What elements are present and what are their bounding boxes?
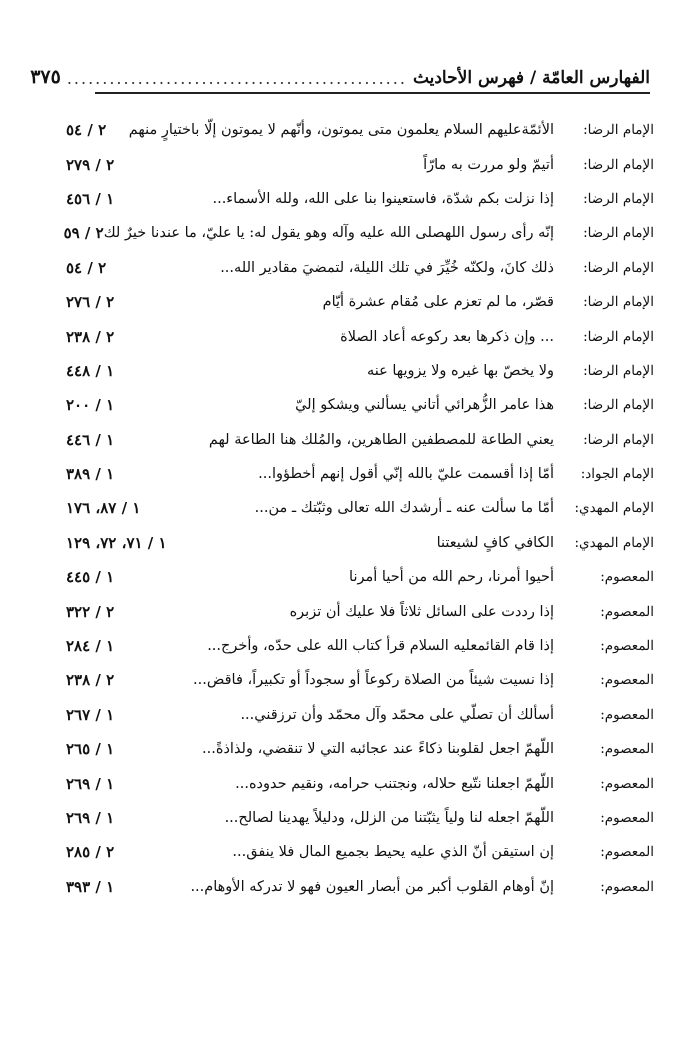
entry-reference: ٢ / ٥٤ [66, 121, 107, 140]
entry-reference: ١ / ٣٨٩ [66, 465, 115, 484]
index-entry [62, 629, 654, 663]
entry-hadith-text: أحيوا أمرنا، رحم الله من أحيا أمرنا [349, 569, 554, 586]
entry-narrator: الإمام الرضا: [583, 362, 654, 379]
entry-hadith-text: إذا قام القائمعليه السلام قرأ كتاب الله على حدّه، وأخرج... [207, 638, 554, 655]
index-entry [62, 251, 654, 285]
index-entry [62, 182, 654, 216]
entry-reference: ٢ / ٢٧٦ [66, 293, 115, 312]
index-entry [62, 835, 654, 869]
entry-narrator: الإمام الرضا: [583, 259, 654, 276]
entry-hadith-text: ... وإن ذكرها بعد ركوعه أعاد الصلاة [340, 328, 554, 345]
index-entry [62, 285, 654, 319]
index-entry [62, 491, 654, 525]
entry-hadith-text: أمّا إذا أقسمت عليّ بالله إنّي أقول إنهم أخطؤوا... [258, 466, 554, 483]
index-entry [62, 319, 654, 353]
entry-narrator: الإمام الرضا: [583, 431, 654, 448]
entry-hadith-text: ذلك كانَ، ولكنّه خُيِّرَ في تلك الليلة، لتمضيَ مقادير الله... [220, 259, 554, 276]
index-entry [62, 354, 654, 388]
entry-hadith-text: إذا رددت على السائل ثلاثاً فلا عليك أن تزبره [289, 603, 554, 620]
index-entry [62, 147, 654, 181]
entry-narrator: الإمام الرضا: [583, 122, 654, 139]
entry-hadith-text: اللّهمّ اجعلنا نتّبع حلاله، ونجتنب حرامه، ونقيم حدوده... [235, 775, 554, 792]
entry-reference: ٢ / ٥٩ [63, 224, 104, 243]
entry-hadith-text: يعني الطاعة للمصطفين الطاهرين، والمُلك هنا الطاعة لهم [208, 431, 554, 448]
index-entry [62, 663, 654, 697]
entry-reference: ٢ / ٥٤ [66, 258, 107, 277]
entry-narrator: المعصوم: [600, 844, 654, 861]
entry-narrator: المعصوم: [600, 706, 654, 723]
entry-reference: ٢ / ٢٣٨ [66, 327, 115, 346]
entry-reference: ١ / ٢٦٥ [66, 740, 115, 759]
entry-narrator: المعصوم: [600, 603, 654, 620]
entry-reference: ١ / ٢٨٤ [66, 637, 115, 656]
hadith-index-list [62, 113, 654, 904]
entry-reference: ١ / ٤٤٨ [66, 361, 115, 380]
entry-hadith-text: ولا يخصّ بها غيره ولا يزويها عنه [366, 362, 554, 379]
entry-reference: ١ / ٣٩٣ [66, 877, 115, 896]
index-entry [62, 388, 654, 422]
index-entry [62, 526, 654, 560]
entry-narrator: المعصوم: [600, 810, 654, 826]
index-entry [62, 801, 654, 835]
index-entry [62, 870, 654, 904]
entry-narrator: المعصوم: [600, 741, 654, 758]
entry-reference: ١ / ٧١، ٧٢، ١٢٩ [66, 533, 167, 552]
entry-reference: ١ / ٤٤٦ [66, 430, 115, 449]
entry-narrator: الإمام الجواد: [580, 466, 654, 483]
entry-hadith-text: هذا عامر الزُّهرائي أتاني يسألني ويشكو إليّ [295, 397, 554, 414]
index-entry [62, 457, 654, 491]
entry-hadith-text: إن استيقن أنّ الذي عليه يحيط بجميع المال فلا ينفق... [232, 844, 554, 861]
entry-reference: ١ / ٢٠٠ [66, 396, 115, 415]
entry-reference: ١ / ٢٦٩ [66, 774, 115, 793]
leader-dots: ................................................ [66, 69, 407, 88]
index-entry [62, 732, 654, 766]
entry-narrator: المعصوم: [600, 638, 654, 655]
index-entry [62, 594, 654, 628]
entry-narrator: الإمام الرضا: [583, 190, 654, 207]
index-entry [62, 766, 654, 800]
entry-narrator: المعصوم: [600, 569, 654, 586]
index-entry [62, 423, 654, 457]
index-entry [62, 216, 654, 250]
entry-reference: ١ / ٢٦٩ [66, 809, 115, 827]
page-header [30, 58, 650, 94]
entry-hadith-text: اللّهمّ اجعل لقلوبنا ذكاءً عند عجائبه التي لا تنقضي، ولذاذةً... [202, 741, 554, 758]
entry-reference: ٢ / ٢٨٥ [66, 843, 115, 862]
entry-hadith-text: قصّر، ما لم تعزم على مُقام عشرة أيّام [322, 294, 554, 311]
entry-hadith-text: الأئمّةعليهم السلام يعلمون متى يموتون، وأنّهم لا يموتون إلّا باختيارٍ منهم [128, 122, 554, 139]
entry-hadith-text: إنّ أوهام القلوب أكبر من أبصار العيون فهو لا تدركه الأوهام... [190, 878, 554, 895]
entry-reference: ١ / ٢٦٧ [66, 705, 115, 724]
entry-narrator: الإمام الرضا: [583, 294, 654, 311]
page-number: ٣٧٥ [30, 66, 61, 88]
entry-narrator: المعصوم: [600, 775, 654, 792]
entry-hadith-text: أسألك أن تصلّي على محمّد وآل محمّد وأن ترزقني... [240, 706, 554, 723]
entry-reference: ١ / ٨٧، ١٧٦ [66, 499, 141, 518]
entry-hadith-text: إذا نسيت شيئاً من الصلاة ركوعاً أو سجوداً أو تكبيراً، فاقض... [193, 672, 554, 689]
entry-hadith-text: الكافي كافٍ لشيعتنا [436, 534, 554, 551]
entry-narrator: المعصوم: [600, 878, 654, 895]
entry-narrator: الإمام المهدي: [574, 500, 654, 517]
entry-narrator: الإمام الرضا: [583, 328, 654, 345]
entry-narrator: المعصوم: [600, 672, 654, 689]
entry-hadith-text: إذا نزلت بكم شدّة، فاستعينوا بنا على الله، ولله الأسماء... [212, 190, 554, 207]
index-entry [62, 560, 654, 594]
entry-narrator: الإمام الرضا: [583, 156, 654, 173]
entry-reference: ٢ / ٢٣٨ [66, 671, 115, 690]
entry-reference: ١ / ٤٥٦ [66, 189, 115, 208]
entry-hadith-text: أتيمّ ولو مررت به مارّاً [423, 156, 554, 173]
entry-hadith-text: إنّه رأى رسول اللهصلى الله عليه وآله وهو يقول له: يا عليّ، ما عندنا خيرٌ لك [103, 225, 554, 242]
entry-reference: ١ / ٤٤٥ [66, 568, 115, 587]
entry-narrator: الإمام الرضا: [583, 225, 654, 242]
running-title: الفهارس العامّة / فهرس الأحاديث [412, 68, 650, 88]
index-entry [62, 698, 654, 732]
entry-reference: ٢ / ٢٧٩ [66, 155, 115, 174]
entry-hadith-text: اللّهمّ اجعله لنا ولياً يثبّتنا من الزلل، ودليلاً يهدينا لصالح... [224, 810, 554, 826]
entry-hadith-text: أمّا ما سألت عنه ـ أرشدك الله تعالى وثبّتك ـ من... [254, 500, 554, 517]
index-entry [62, 113, 654, 147]
entry-narrator: الإمام المهدي: [574, 534, 654, 551]
entry-reference: ٢ / ٣٢٢ [66, 602, 115, 621]
entry-narrator: الإمام الرضا: [583, 397, 654, 414]
